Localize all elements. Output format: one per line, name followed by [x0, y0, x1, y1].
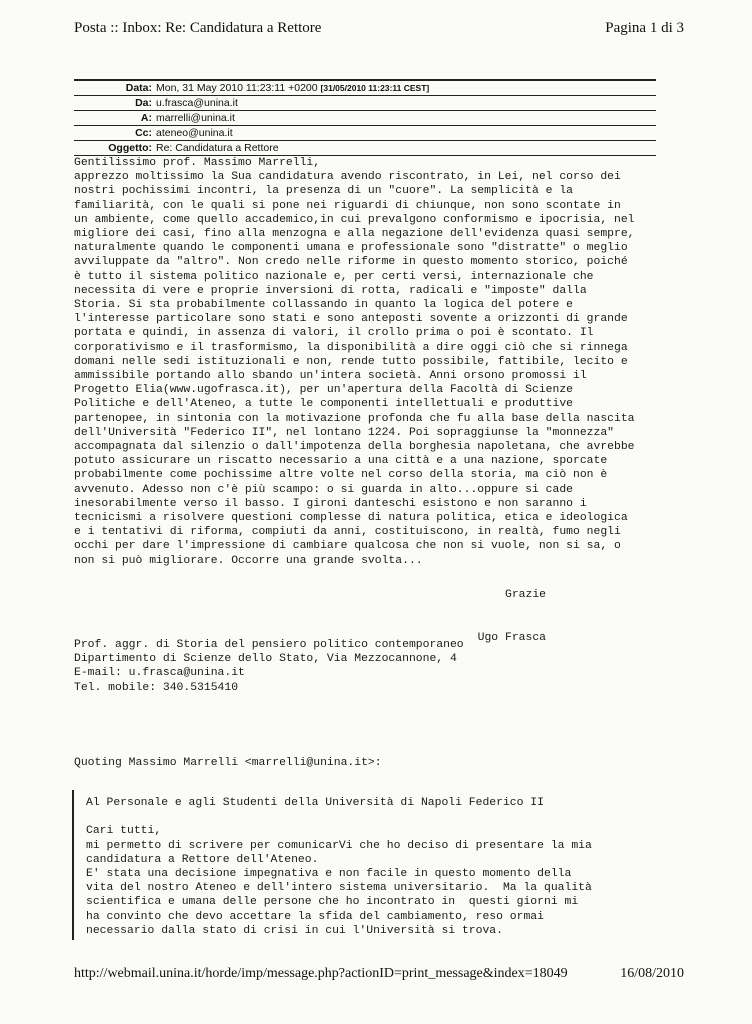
header-label: Oggetto: [108, 142, 152, 154]
quoted-text: Al Personale e agli Studenti della Università di Napoli Federico II Cari tutti, mi permetto di scrivere per comunicarVi che ho deciso di presentare la mia candidatura a Rettore dell'Ateneo. E' stata una decisione impegnativa e non facile in questo momento della vita del nostro Ateneo e dell'intero sistema universitario. Ma la qualità scientifica e umana delle persone che ho incontrato in questi giorni mi ha convinto che devo accettare la sfida del cambiamento, reso ormai necessario dalla stato di crisi in cui l'Università si trova. [86, 797, 592, 937]
to-value: marrelli@unina.it [156, 112, 235, 124]
header-label: Cc: [135, 127, 152, 139]
header-row-cc [74, 126, 656, 141]
print-header [74, 20, 684, 42]
date-value: Mon, 31 May 2010 11:23:11 +0200 [156, 82, 318, 94]
header-label: A: [140, 112, 152, 124]
header-row-subject [74, 141, 656, 156]
signature-name: Ugo Frasca [477, 632, 546, 645]
cc-value: ateneo@unina.it [156, 127, 233, 139]
page-title: Posta :: Inbox: Re: Candidatura a Rettore [74, 20, 322, 36]
message-body: Gentilissimo prof. Massimo Marrelli, apprezzo moltissimo la Sua candidatura avendo riscontrato, in Lei, nel corso dei nostri pochissimi incontri, la presenza di un "cuore". La semplicità e la familiarità, con le quali si pone nei riguardi di chiunque, non sono scontate in un ambiente, come quello accademico,in cui prevalgono conformismo e ipocrisia, nel migliore dei casi, fino alla menzogna e alla negazione dell'evidenza quasi sempre, naturalmente quando le componenti umana e professionale sono "distratte" o meglio avviluppate da "altro". Non credo nelle riforme in questo momento storico, poiché è tutto il sistema politico nazionale e, per certi versi, internazionale che necessita di vere e proprie inversioni di rotta, radicali e "imposte" dalla Storia. Si sta probabilmente collassando in quanto la logica del potere e l'interesse particolare sono stati e sono anteposti sovente a orizzonti di grande portata e quindi, in assenza di valori, il crollo prima o poi è scontato. Il corporativismo e il trasformismo, la disponibilità a dire oggi ciò che si rinnega domani nelle sedi istituzionali e non, rende tutto possibile, fattibile, lecito e ammissibile portando allo sbando un'intera società. Anni orsono promossi il Progetto Elia(www.ugofrasca.it), per un'apertura della Facoltà di Scienze Politiche e dell'Ateneo, a tutte le componenti intellettuali e produttive partenopee, in sintonia con la motivazione profonda che fu alla base della nascita dell'Università "Federico II", nel lontano 1224. Poi sopraggiunse la "monnezza" accompagnata dal silenzio o dall'impotenza della borghesia napoletana, che avrebbe potuto assicurare un riscatto necessario a una città e a una nazione, sporcate probabilmente come pochissime altre volte nel corso della storia, ma ciò non è avvenuto. Adesso non c'è più scampo: o si guarda in alto...oppure si cade inesorabilmente verso il basso. I gironi danteschi esistono e non saranno i tecnicismi a risolvere questioni complesse di natura politica, etica e ideologica e i tentativi di riforma, compiuti da anni, costituiscono, in realtà, fumo negli occhi per dare l'impressione di cambiare qualcosa che non si vuole, non si sa, o non si può migliorare. Occorre una grande svolta... [74, 157, 635, 567]
header-label: Da: [135, 97, 152, 109]
message-headers [74, 79, 656, 156]
quoting-line: Quoting Massimo Marrelli <marrelli@unina.it>: [74, 757, 382, 769]
date-extra: [31/05/2010 11:23:11 CEST] [320, 83, 430, 93]
subject-value: Re: Candidatura a Rettore [156, 142, 279, 154]
print-footer [74, 966, 684, 986]
from-value: u.frasca@unina.it [156, 97, 238, 109]
header-row-to [74, 111, 656, 126]
signature-thanks: Grazie [504, 589, 546, 602]
contact-block: Prof. aggr. di Storia del pensiero politico contemporaneo Dipartimento di Scienze dello Stato, Via Mezzocannone, 4 E-mail: u.frasca@unina.it Tel. mobile: 340.5315410 [74, 639, 464, 694]
footer-date: 16/08/2010 [620, 966, 684, 981]
header-row-date [74, 79, 656, 96]
footer-url: http://webmail.unina.it/horde/imp/message.php?actionID=print_message&index=18049 [74, 966, 568, 981]
header-label: Data: [125, 82, 152, 94]
page-number: Pagina 1 di 3 [605, 20, 684, 36]
quoted-message [72, 790, 674, 940]
header-row-from [74, 96, 656, 111]
